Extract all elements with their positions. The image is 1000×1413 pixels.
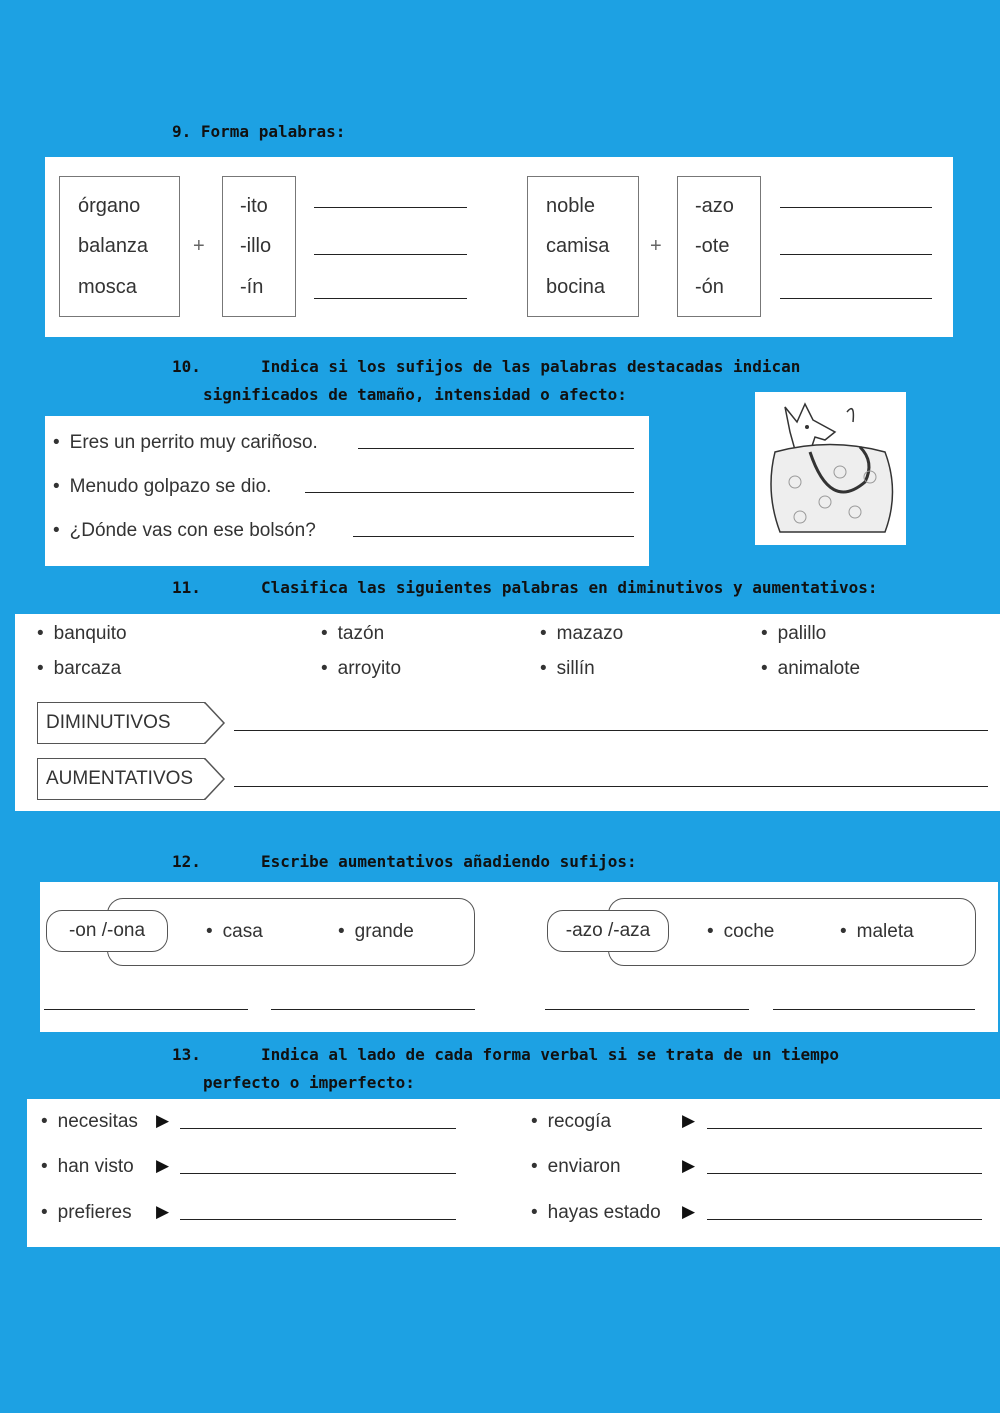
ex11-word: • tazón [321,623,384,645]
ex12-tag-left [46,910,168,952]
answer-line[interactable] [180,1219,456,1220]
ex9-word: bocina [546,276,605,298]
answer-line[interactable] [780,254,932,255]
ex9-word: camisa [546,235,610,257]
ex13-number: 13. [172,1045,201,1064]
ex9-suffix: -azo [695,195,734,217]
ex11-word: • sillín [540,658,595,680]
ex10-number: 10. [172,357,201,376]
ex13-verb: • necesitas [41,1111,138,1133]
ex10-title-line2: significados de tamaño, intensidad o afecto: [203,385,627,404]
answer-line[interactable] [353,536,634,537]
tag-arrow-icon [204,758,226,800]
label-aumentativos-text: AUMENTATIVOS [46,768,194,789]
ex9-suffix: -illo [240,235,272,257]
dog-bag-icon [755,392,906,545]
ex13-verb: • han visto [41,1156,134,1178]
label-diminutivos-text: DIMINUTIVOS [46,712,171,733]
ex9-suffix: -ín [240,276,264,298]
answer-line[interactable] [305,492,634,493]
answer-line[interactable] [780,298,932,299]
ex9-word: órgano [78,195,141,217]
ex11-word: • barcaza [37,658,121,680]
dog-in-bag-illustration [755,392,906,545]
ex13-title-line1: Indica al lado de cada forma verbal si se trata de un tiempo [261,1045,839,1064]
answer-line[interactable] [180,1128,456,1129]
ex12-number: 12. [172,852,201,871]
ex13-panel [27,1099,1000,1247]
ex10-title-line1: Indica si los sufijos de las palabras destacadas indican [261,357,801,376]
ex11-word: • palillo [761,623,826,645]
answer-line[interactable] [234,730,988,731]
ex12-word: • maleta [840,921,914,943]
ex13-verb: • prefieres [41,1202,132,1224]
answer-line[interactable] [707,1128,982,1129]
answer-line[interactable] [180,1173,456,1174]
ex11-word: • arroyito [321,658,401,680]
ex12-word: • coche [707,921,774,943]
answer-line[interactable] [314,207,467,208]
ex12-tag-left-text: -on /-ona [68,920,146,941]
ex12-tag-right [547,910,669,952]
ex11-panel [15,614,1000,811]
answer-line[interactable] [314,298,467,299]
label-diminutivos [37,702,205,744]
ex13-title-line2: perfecto o imperfecto: [203,1073,415,1092]
ex9-panel [45,157,953,337]
ex11-word: • banquito [37,623,127,645]
answer-line[interactable] [707,1219,982,1220]
ex11-word: • mazazo [540,623,623,645]
answer-line[interactable] [271,1009,475,1010]
ex12-word: • casa [206,921,263,943]
answer-line[interactable] [314,254,467,255]
ex9-word: balanza [78,235,149,257]
arrow-right-icon: ▶ [682,1156,696,1175]
ex13-verb: • hayas estado [531,1202,661,1224]
plus-sign: + [650,235,662,257]
ex10-panel [45,416,649,566]
answer-line[interactable] [358,448,634,449]
arrow-right-icon: ▶ [682,1202,696,1221]
ex10-sentence: • Menudo golpazo se dio. [53,476,271,498]
ex9-suffix: -ito [240,195,268,217]
ex12-tag-right-text: -azo /-aza [565,920,651,941]
ex12-panel [40,882,998,1032]
label-aumentativos [37,758,205,800]
ex12-title: Escribe aumentativos añadiendo sufijos: [261,852,637,871]
answer-line[interactable] [707,1173,982,1174]
ex9-suffix: -ón [695,276,724,298]
tag-arrow-icon [204,702,226,744]
ex9-title: 9. Forma palabras: [172,122,346,141]
arrow-right-icon: ▶ [156,1202,170,1221]
ex10-sentence: • ¿Dónde vas con ese bolsón? [53,520,316,542]
ex11-number: 11. [172,578,201,597]
arrow-right-icon: ▶ [156,1156,170,1175]
arrow-right-icon: ▶ [156,1111,170,1130]
answer-line[interactable] [234,786,988,787]
ex9-word: mosca [78,276,137,298]
answer-line[interactable] [44,1009,248,1010]
answer-line[interactable] [545,1009,749,1010]
ex11-word: • animalote [761,658,860,680]
ex13-verb: • enviaron [531,1156,621,1178]
ex10-sentence: • Eres un perrito muy cariñoso. [53,432,318,454]
ex12-word: • grande [338,921,414,943]
plus-sign: + [193,235,205,257]
answer-line[interactable] [773,1009,975,1010]
ex9-suffix: -ote [695,235,730,257]
ex9-word: noble [546,195,595,217]
answer-line[interactable] [780,207,932,208]
arrow-right-icon: ▶ [682,1111,696,1130]
ex11-title: Clasifica las siguientes palabras en diminutivos y aumentativos: [261,578,878,597]
ex13-verb: • recogía [531,1111,611,1133]
